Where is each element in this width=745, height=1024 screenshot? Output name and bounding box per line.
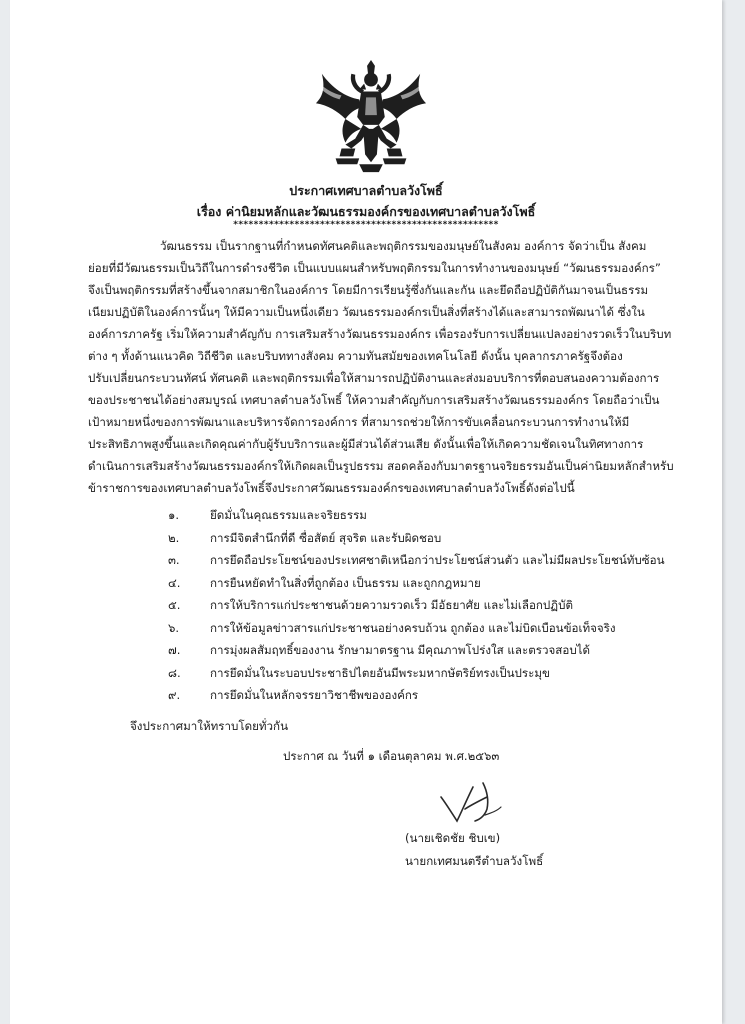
list-item-text: การให้ข้อมูลข่าวสารแก่ประชาชนอย่างครบถ้วน ถูกต้อง และไม่บิดเบือนข้อเท็จจริง	[210, 620, 616, 635]
body-paragraph	[88, 235, 682, 499]
list-item-text: การมุ่งผลสัมฤทธิ์ของงาน รักษามาตรฐาน มีคุณภาพโปร่งใส และตรวจสอบได้	[210, 643, 591, 657]
list-item-text: ยึดมั่นในคุณธรรมและจริยธรรม	[210, 508, 367, 522]
body-line: เนียมปฏิบัติในองค์การนั้นๆ ให้มีความเป็นหนึ่งเดียว วัฒนธรรมองค์กรเป็นสิ่งที่สร้างได้และสามารถพัฒนาได้ ซึ่งใน	[88, 305, 645, 319]
signature-icon	[435, 775, 515, 830]
list-item-text: การยืนหยัดทำในสิ่งที่ถูกต้อง เป็นธรรม และถูกกฎหมาย	[210, 575, 481, 590]
list-item-text: การยึดมั่นในหลักจรรยาวิชาชีพขององค์กร	[210, 688, 419, 702]
list-item	[168, 617, 688, 640]
body-line: วัฒนธรรม เป็นรากฐานที่กำหนดทัศนคติและพฤติกรรมของมนุษย์ในสังคม องค์การ จัดว่าเป็น สังคม	[160, 239, 647, 253]
body-line: ดำเนินการเสริมสร้างวัฒนธรรมองค์กรให้เกิดผลเป็นรูปธรรม สอดคล้องกับมาตรฐานจริยธรรมอันเป็นค่านิยมหลักสำหรับ	[88, 459, 674, 473]
list-item-number: ๑.	[168, 508, 180, 522]
body-line: ข้าราชการของเทศบาลตำบลวังโพธิ์จึงประกาศวัฒนธรรมองค์กรของเทศบาลตำบลวังโพธิ์ดังต่อไปนี้	[88, 481, 575, 495]
closing-statement: จึงประกาศมาให้ทราบโดยทั่วกัน	[130, 719, 288, 733]
list-item	[168, 572, 688, 595]
list-item	[168, 527, 688, 550]
core-values-list	[168, 504, 688, 707]
list-item-number: ๗.	[168, 643, 181, 657]
list-item	[168, 504, 688, 527]
body-line: ปรับเปลี่ยนกระบวนทัศน์ ทัศนคติ และพฤติกรรมเพื่อให้สามารถปฏิบัติงานและส่งมอบบริการที่ตอบสนองความต้องการ	[88, 371, 660, 385]
body-line: ต่าง ๆ ทั้งด้านแนวคิด วิถีชีวิต และบริบททางสังคม ความทันสมัยของเทคโนโลยี ดังนั้น บุคลากรภาครัฐจึงต้อง	[88, 349, 623, 363]
list-item	[168, 594, 688, 617]
list-item-text: การยึดมั่นในระบอบประชาธิปไตยอันมีพระมหากษัตริย์ทรงเป็นประมุข	[210, 665, 550, 680]
title-separator: ****************************************************	[233, 220, 499, 230]
list-item-number: ๖.	[168, 620, 180, 635]
list-item-number: ๓.	[168, 553, 180, 567]
list-item-text: การให้บริการแก่ประชาชนด้วยความรวดเร็ว มีอัธยาศัย และไม่เลือกปฏิบัติ	[210, 598, 573, 612]
list-item-text: การมีจิตสำนึกที่ดี ซื่อสัตย์ สุจริต และรับผิดชอบ	[210, 530, 442, 545]
list-item-number: ๒.	[168, 530, 180, 545]
signer-name: (นายเชิดชัย ชิบเข)	[405, 831, 501, 845]
list-item-number: ๕.	[168, 598, 181, 612]
announcement-subject: เรื่อง ค่านิยมหลักและวัฒนธรรมองค์กรของเทศบาลตำบลวังโพธิ์	[196, 204, 536, 219]
garuda-emblem-icon	[312, 60, 430, 178]
list-item-number: ๘.	[168, 665, 181, 680]
body-line: ประสิทธิภาพสูงขึ้นและเกิดคุณค่ากับผู้รับบริการและผู้มีส่วนได้ส่วนเสีย ดังนั้นเพื่อให้เกิดความชัดเจนในทิศทางการ	[88, 437, 644, 451]
body-line: เป้าหมายหนึ่งของการพัฒนาและบริหารจัดการองค์การ ที่สามารถช่วยให้การขับเคลื่อนกระบวนการทำงานให้มี	[88, 415, 630, 429]
body-line: ของประชาชนได้อย่างสมบูรณ์ เทศบาลตำบลวังโพธิ์ ให้ความสำคัญกับการเสริมสร้างวัฒนธรรมองค์กร โดยถือว่าเป็น	[88, 393, 660, 407]
document-page	[10, 0, 722, 1024]
list-item	[168, 549, 688, 572]
list-item	[168, 639, 688, 662]
list-item-number: ๙.	[168, 688, 181, 702]
list-item-text: การยึดถือประโยชน์ของประเทศชาติเหนือกว่าประโยชน์ส่วนตัว และไม่มีผลประโยชน์ทับซ้อน	[210, 553, 665, 567]
list-item-number: ๔.	[168, 575, 181, 590]
announcement-title: ประกาศเทศบาลตำบลวังโพธิ์	[289, 183, 443, 198]
announcement-date: ประกาศ ณ วันที่ ๑ เดือนตุลาคม พ.ศ.๒๕๖๓	[283, 749, 500, 763]
body-line: องค์การภาครัฐ เริ่มให้ความสำคัญกับ การเสริมสร้างวัฒนธรรมองค์กร เพื่อรองรับการเปลี่ยนแปลงอย่างรวดเร็วในบริบท	[88, 327, 672, 341]
body-line: จึงเป็นพฤติกรรมที่สร้างขึ้นจากสมาชิกในองค์การ โดยมีการเรียนรู้ซึ่งกันและกัน และยึดถือปฏิบัติกันมาจนเป็นธรรม	[88, 283, 649, 297]
signer-title: นายกเทศมนตรีตำบลวังโพธิ์	[405, 854, 544, 868]
list-item	[168, 684, 688, 707]
list-item	[168, 662, 688, 685]
body-line: ย่อยที่มีวัฒนธรรมเป็นวิถีในการดำรงชีวิต เป็นแบบแผนสำหรับพฤติกรรมในการทำงานของมนุษย์ “วัฒนธรรมองค์กร”	[88, 261, 661, 275]
